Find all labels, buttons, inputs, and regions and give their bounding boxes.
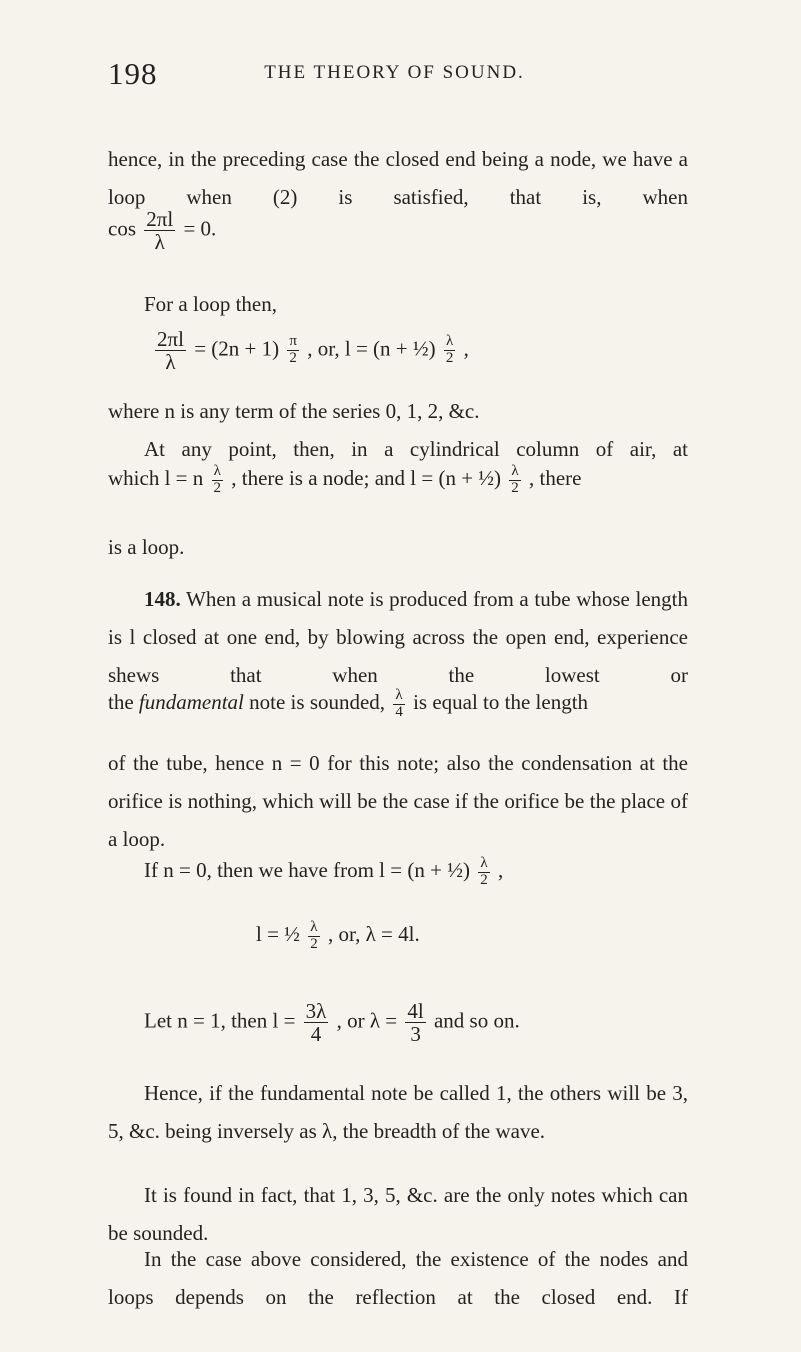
p5-text: If n = 0, then we have from l = (n + ½) [144,858,470,883]
paragraph-6 [144,1000,520,1045]
section-148-line-4 [108,688,588,721]
section-number: 148. [144,587,181,611]
eq2-lhs-den: λ [165,350,176,375]
eq2-pi-fraction [287,334,299,367]
equation-3 [256,920,420,953]
p6-let: Let n = 1, then l = [144,1008,296,1033]
p4b-num-2: λ [509,464,521,481]
p6-num-1: 3λ [305,999,327,1023]
p6-den-2: 3 [410,1022,421,1047]
p4b-num-1: λ [212,464,224,481]
eq2-rhs: l = (n + ½) [344,336,436,361]
equation-2 [152,328,469,373]
paragraph-3: where n is any term of the series 0, 1, 2, &c. [108,399,480,423]
p6-fraction-2 [405,1000,425,1045]
eq2-mid: = (2n + 1) [194,336,280,361]
p5-end: , [497,858,504,883]
p6-num-2: 4l [407,999,424,1023]
p6-mid: , or λ = [336,1008,398,1033]
section-148-text-3: of the tube, hence n = 0 for this note; also the condensation at the orifice is nothing, which will be the case if the orifice be the place of a loop. [108,751,688,851]
s148-text-2a: note is sounded, [243,690,391,715]
p5-den: 2 [480,871,488,888]
paragraph-4b [108,464,582,497]
paragraph-4c: is a loop. [108,535,185,559]
eq2-lambda-fraction [444,334,456,367]
section-148-text-1: When a musical note is produced from a tube whose length is l closed at one end, by blowing across the open end, experience shews that when the lowest or [108,587,688,687]
eq2-lam-den: 2 [445,350,454,367]
eq1-denominator: λ [154,230,165,255]
running-title: THE THEORY OF SOUND. [264,62,525,83]
p5-fraction [478,856,490,889]
eq1-cos: cos [108,216,136,241]
p6-fraction-1 [304,1000,329,1045]
p4b-which: which l = n [108,466,204,491]
paragraph-4a: At any point, then, in a cylindrical column of air, at [144,437,688,461]
s148-lambda: λ [393,688,405,705]
p6-end: and so on. [433,1008,520,1033]
s148-text-2b: is equal to the length [413,690,589,715]
eq2-lam-num: λ [444,334,456,351]
p4b-fraction-2 [509,464,521,497]
paragraph-9: In the case above considered, the existence of the nodes and loops depends on the reflection at the closed end. If [108,1247,688,1309]
p4b-den-1: 2 [213,479,221,496]
eq1-numerator: 2πl [146,207,174,231]
eq2-pi-den: 2 [289,350,297,367]
equation-1 [108,208,216,253]
eq2-lhs-fraction [155,328,186,373]
p5-num: λ [478,856,490,873]
eq1-fraction [144,208,175,253]
eq2-end: , [463,336,469,361]
eq2-pi-num: π [289,333,297,350]
eq3-num: λ [308,920,320,937]
p6-den-1: 4 [310,1022,322,1047]
p4b-end: , there [529,466,582,491]
eq2-lhs-num: 2πl [157,327,184,351]
p4b-mid: , there is a node; and l = (n + ½) [231,466,502,491]
eq3-den: 2 [310,935,318,952]
eq3-lhs: l = ½ [256,922,300,947]
page-number: 198 [108,56,158,91]
paragraph-7: Hence, if the fundamental note be called 1, the others will be 3, 5, &c. being inversely as λ, the breadth of the wave. [108,1081,688,1143]
p4b-den-2: 2 [511,479,519,496]
p4b-fraction-1 [212,464,224,497]
paragraph-2: For a loop then, [144,292,277,316]
paragraph-8: It is found in fact, that 1, 3, 5, &c. are the only notes which can be sounded. [108,1183,688,1245]
s148-fraction [393,688,405,721]
page-header [108,56,681,96]
s148-fundamental: fundamental [138,690,244,715]
s148-the: the [108,690,139,715]
eq2-or: , or, [307,336,345,361]
s148-four: 4 [395,703,403,720]
section-148 [108,580,688,694]
eq1-rhs: = 0. [183,216,217,241]
eq3-rest: , or, λ = 4l. [327,922,420,947]
eq3-fraction [308,920,320,953]
paragraph-5 [144,856,503,889]
paragraph-1: hence, in the preceding case the closed end being a node, we have a loop when (2) is satisfied, that is, when [108,147,688,209]
